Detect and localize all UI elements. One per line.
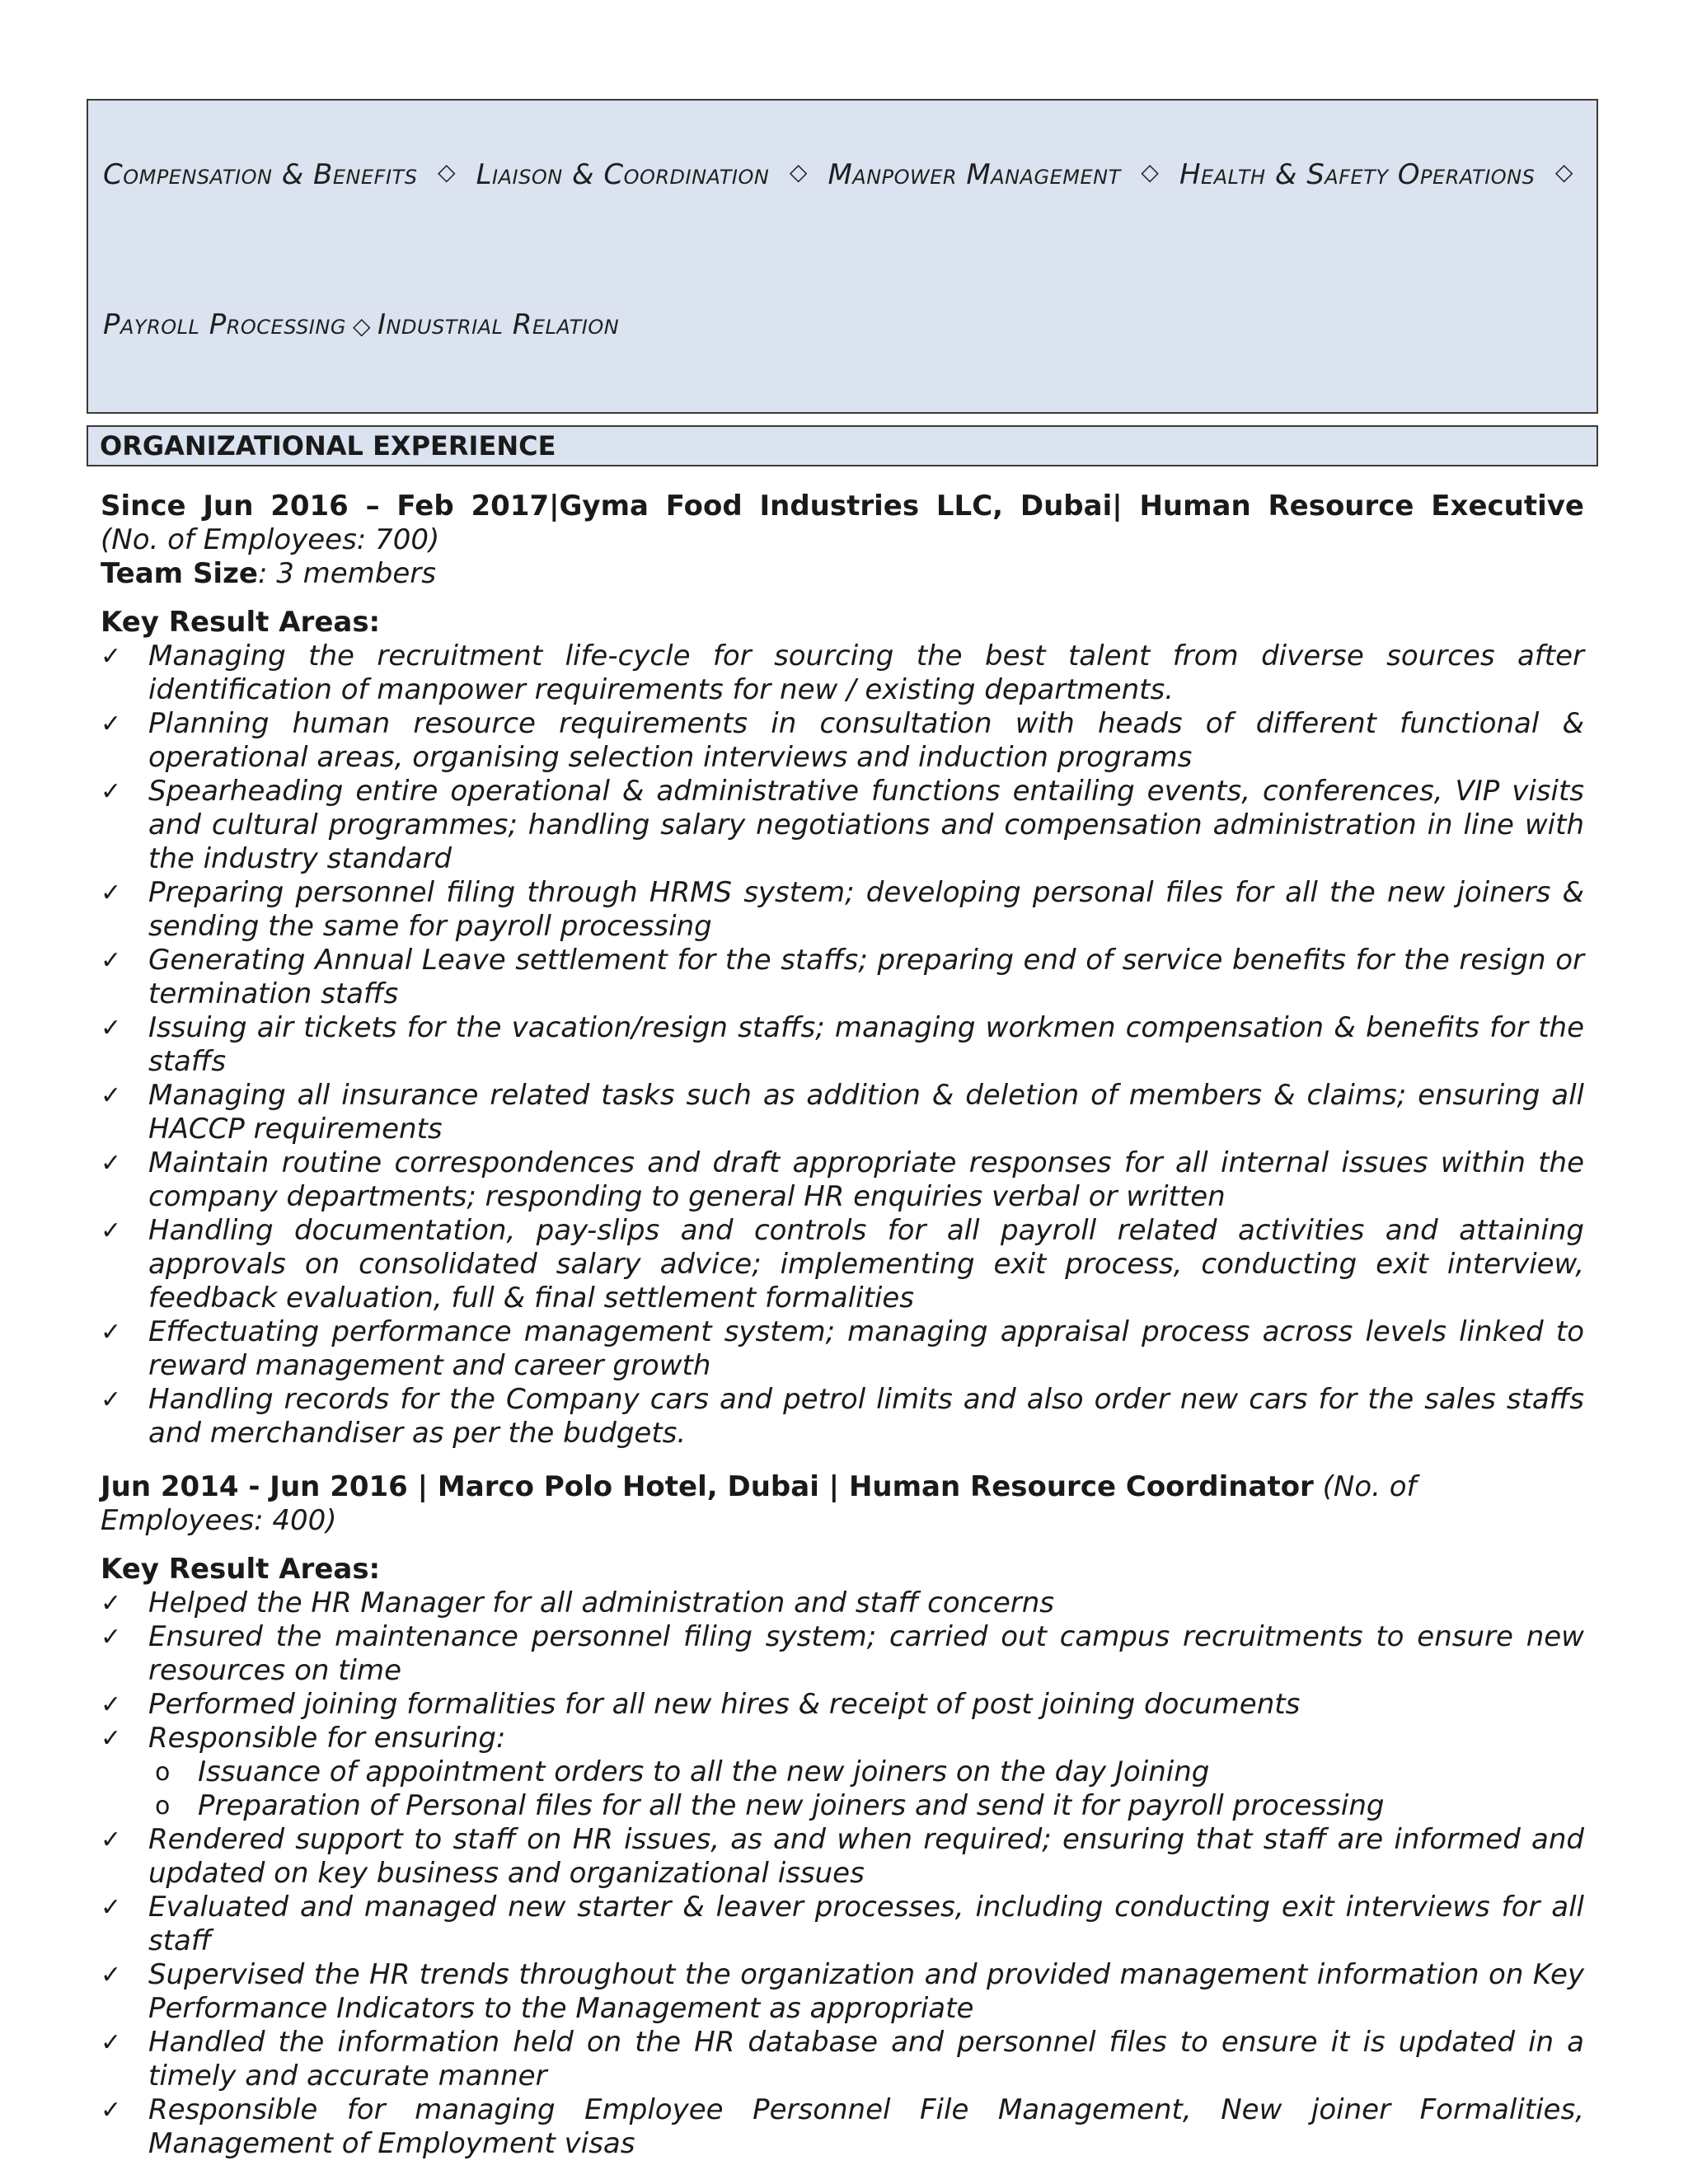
list-item-text: Generating Annual Leave settlement for the staffs; preparing end of service benefits for the resign or termination staffs bbox=[148, 944, 1584, 1010]
list-item-text: Handling documentation, pay-slips and controls for all payroll related activities and attaining approvals on consolidated salary advice; implementing exit process, conducting exit interview, feedback evaluation, full & final settlement formalities bbox=[148, 1214, 1584, 1315]
job1-title: Since Jun 2016 – Feb 2017|Gyma Food Industries LLC, Dubai| Human Resource Executive bbox=[101, 490, 1584, 523]
team-value: : 3 members bbox=[257, 557, 436, 590]
list-item-text: Managing the recruitment life-cycle for sourcing the best talent from diverse sources after identification of manpower requirements for new / existing departments. bbox=[148, 640, 1584, 706]
list-item bbox=[101, 1823, 1584, 1891]
list-item bbox=[101, 1586, 1584, 1620]
checkmark-icon: ✓ bbox=[101, 642, 122, 671]
checkmark-icon: ✓ bbox=[101, 2028, 122, 2057]
skill-item: Liaison & Coordination bbox=[476, 158, 770, 191]
sub-list-item-text: Issuance of appointment orders to all the new joiners on the day Joining bbox=[198, 1755, 1210, 1788]
checkmark-icon: ✓ bbox=[101, 2096, 122, 2125]
checkmark-icon: ✓ bbox=[101, 710, 122, 738]
checkmark-icon: ✓ bbox=[101, 1385, 122, 1414]
list-item bbox=[101, 1688, 1584, 1722]
job1-team bbox=[101, 557, 1584, 591]
list-item-text: Planning human resource requirements in consultation with heads of different functional & operational areas, organising selection interviews and induction programs bbox=[148, 707, 1584, 774]
list-item-text: Performed joining formalities for all new hires & receipt of post joining documents bbox=[148, 1688, 1301, 1721]
list-item bbox=[101, 775, 1584, 876]
list-item bbox=[101, 944, 1584, 1011]
job1-bullets bbox=[101, 640, 1584, 1451]
checkmark-icon: ✓ bbox=[101, 946, 122, 975]
separator-icon: ◇ bbox=[1554, 158, 1573, 185]
checkmark-icon: ✓ bbox=[101, 1081, 122, 1110]
list-item bbox=[101, 707, 1584, 775]
job2-employees: (No. of Employees: 400) bbox=[101, 1470, 1417, 1537]
list-item bbox=[101, 1146, 1584, 1214]
list-item-text: Managing all insurance related tasks such as addition & deletion of members & claims; ensuring all HACCP requirements bbox=[148, 1079, 1584, 1146]
separator-icon: ◇ bbox=[789, 158, 808, 185]
list-item-text: Maintain routine correspondences and draft appropriate responses for all internal issues within the company departments; responding to general HR enquiries verbal or written bbox=[148, 1146, 1584, 1213]
list-item bbox=[101, 876, 1584, 944]
job1-kra-label: Key Result Areas: bbox=[101, 606, 381, 639]
list-item-text: Responsible for ensuring: bbox=[148, 1722, 506, 1755]
list-item-text: Effectuating performance management system; managing appraisal process across levels linked to reward management and career growth bbox=[148, 1315, 1584, 1382]
separator-icon: ◇ bbox=[1141, 158, 1160, 185]
skill-item: Industrial Relation bbox=[377, 308, 620, 341]
list-item bbox=[101, 640, 1584, 707]
list-item-text: Evaluated and managed new starter & leaver processes, including conducting exit interviews for all staff bbox=[148, 1891, 1584, 1957]
skills-line-1 bbox=[103, 158, 1580, 191]
sub-list-item bbox=[101, 1789, 1584, 1823]
list-item-text: Preparing personnel filing through HRMS system; developing personal files for all the new joiners & sending the same for payroll processing bbox=[148, 876, 1584, 943]
list-item bbox=[101, 1891, 1584, 1958]
list-item bbox=[101, 2093, 1584, 2161]
checkmark-icon: ✓ bbox=[101, 1014, 122, 1043]
job2-sub-bullets bbox=[101, 1755, 1584, 1823]
circle-bullet-icon: o bbox=[155, 1792, 171, 1821]
list-item bbox=[101, 1958, 1584, 2026]
team-label: Team Size bbox=[101, 557, 258, 590]
checkmark-icon: ✓ bbox=[101, 1216, 122, 1245]
list-item bbox=[101, 1214, 1584, 1315]
checkmark-icon: ✓ bbox=[101, 1318, 122, 1347]
checkmark-icon: ✓ bbox=[101, 1893, 122, 1922]
list-item-text: Rendered support to staff on HR issues, as and when required; ensuring that staff are informed and updated on key business and organizational issues bbox=[148, 1823, 1584, 1890]
list-item bbox=[101, 1620, 1584, 1688]
separator-icon: ◇ bbox=[352, 312, 371, 340]
list-item-text: Responsible for managing Employee Personnel File Management, New joiner Formalities, Management of Employment visas bbox=[148, 2093, 1584, 2160]
list-item bbox=[101, 1315, 1584, 1383]
list-item bbox=[101, 1011, 1584, 1079]
checkmark-icon: ✓ bbox=[101, 1149, 122, 1178]
experience-content bbox=[101, 490, 1584, 2161]
checkmark-icon: ✓ bbox=[101, 1690, 122, 1719]
job2-title: Jun 2014 - Jun 2016 | Marco Polo Hotel, Dubai | Human Resource Coordinator bbox=[101, 1470, 1314, 1503]
list-item bbox=[101, 1383, 1584, 1451]
list-item-text: Supervised the HR trends throughout the organization and provided management information on Key Performance Indicators to the Management as appropriate bbox=[148, 1958, 1584, 2025]
list-item bbox=[101, 1079, 1584, 1146]
checkmark-icon: ✓ bbox=[101, 1825, 122, 1854]
checkmark-icon: ✓ bbox=[101, 1961, 122, 1990]
list-item-text: Handled the information held on the HR database and personnel files to ensure it is updated in a timely and accurate manner bbox=[148, 2026, 1584, 2093]
checkmark-icon: ✓ bbox=[101, 879, 122, 907]
job1-employees: (No. of Employees: 700) bbox=[101, 523, 440, 556]
section-title: ORGANIZATIONAL EXPERIENCE bbox=[87, 425, 1598, 466]
job2-bullets-a bbox=[101, 1586, 1584, 1755]
checkmark-icon: ✓ bbox=[101, 1724, 122, 1753]
job2-bullets-b bbox=[101, 1823, 1584, 2161]
skills-box bbox=[87, 99, 1598, 414]
circle-bullet-icon: o bbox=[155, 1758, 171, 1787]
job2-heading bbox=[101, 1470, 1584, 1538]
separator-icon: ◇ bbox=[438, 158, 457, 185]
list-item-text: Spearheading entire operational & administrative functions entailing events, conferences, VIP visits and cultural programmes; handling salary negotiations and compensation administration in line with the industry standard bbox=[148, 775, 1584, 875]
sub-list-item bbox=[101, 1755, 1584, 1789]
checkmark-icon: ✓ bbox=[101, 1589, 122, 1618]
list-item-text: Issuing air tickets for the vacation/resign staffs; managing workmen compensation & benefits for the staffs bbox=[148, 1011, 1584, 1078]
skills-line-2 bbox=[103, 308, 619, 341]
checkmark-icon: ✓ bbox=[101, 1623, 122, 1652]
job2-kra-label: Key Result Areas: bbox=[101, 1553, 381, 1586]
skill-item: Compensation & Benefits bbox=[103, 158, 418, 191]
list-item bbox=[101, 1722, 1584, 1755]
list-item-text: Ensured the maintenance personnel filing system; carried out campus recruitments to ensure new resources on time bbox=[148, 1620, 1584, 1687]
sub-list-item-text: Preparation of Personal files for all the new joiners and send it for payroll processing bbox=[198, 1789, 1385, 1822]
skill-item: Manpower Management bbox=[828, 158, 1121, 191]
list-item bbox=[101, 2026, 1584, 2093]
list-item-text: Helped the HR Manager for all administration and staff concerns bbox=[148, 1586, 1055, 1619]
list-item-text: Handling records for the Company cars and petrol limits and also order new cars for the sales staffs and merchandiser as per the budgets. bbox=[148, 1383, 1584, 1450]
skill-item: Health & Safety Operations bbox=[1179, 158, 1536, 191]
skill-item: Payroll Processing bbox=[103, 308, 346, 341]
checkmark-icon: ✓ bbox=[101, 777, 122, 806]
